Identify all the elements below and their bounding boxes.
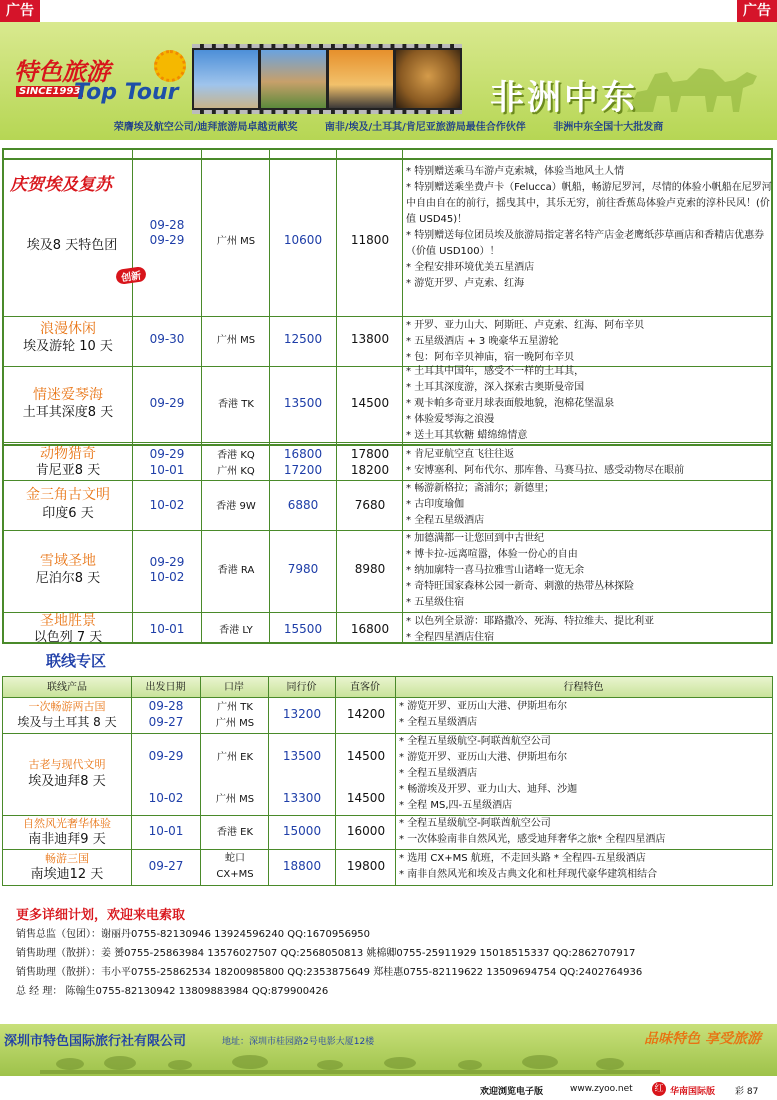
column-header: 口岸 <box>224 682 244 693</box>
contact-info <box>16 906 642 1001</box>
peer-price: 13200 <box>282 707 322 721</box>
peer-price: 15000 <box>282 824 322 838</box>
feature-item: * 全程五星级航空-阿联酋航空公司 <box>399 818 551 829</box>
company-name: 深圳市特色国际旅行社有限公司 <box>4 1034 187 1049</box>
departure-port: 香港 KQ <box>217 450 255 461</box>
feature-item: * 全程 MS,四-五星级酒店 <box>399 800 513 811</box>
peer-price: 16800 <box>283 447 323 461</box>
tour-name[interactable]: 埃及迪拜8 天 <box>28 774 106 789</box>
feature-item: * 纳加廓特一喜马拉雅雪山诸峰一览无余 <box>406 565 585 576</box>
tour-highlight: 圣地胜景 <box>40 613 96 629</box>
departure-port: 香港 TK <box>218 399 254 410</box>
tagline-item: 荣膺埃及航空公司/迪拜旅游局卓越贡献奖 <box>113 122 298 133</box>
photo-burj-tower <box>194 50 258 108</box>
tour-highlight: 浪漫休闲 <box>40 321 96 337</box>
feature-item: * 游览开罗、亚历山大港、伊斯坦布尔 <box>399 752 568 763</box>
departure-port: 广州 MS <box>215 794 255 805</box>
departure-port: 广州 MS <box>216 236 256 247</box>
feature-item: * 博卡拉-远离喧嚣，体验一份心的自由 <box>406 549 578 560</box>
departure-date: 10-01 <box>149 463 185 477</box>
column-header: 同行价 <box>286 682 317 693</box>
company-address: 地址：深圳市桂园路2号电影大厦12楼 <box>222 1037 375 1047</box>
peer-price: 12500 <box>283 332 323 346</box>
itinerary-features <box>406 364 614 444</box>
feature-item: * 观卡帕多奇亚月球表面般地貌，泡棉花堡温泉 <box>406 398 615 409</box>
itinerary-features <box>406 614 654 646</box>
feature-item: * 五星级住宿 <box>406 597 465 608</box>
departure-date: 10-02 <box>148 791 184 805</box>
departure-port: 香港 EK <box>216 827 254 838</box>
feature-item: * 游览开罗、卢克索、红海 <box>406 278 525 289</box>
photo-lion <box>396 50 460 108</box>
feature-item: * 以色列全景游：耶路撒冷、死海、特拉维夫、提比利亚 <box>406 616 655 627</box>
departure-date: 09-28 <box>148 699 184 713</box>
departure-port: 广州 KQ <box>217 466 255 477</box>
photo-mosque-sunset <box>329 50 393 108</box>
contact-line: 总 经 理： 陈翰生0755-82130942 13809883984 QQ:879900426 <box>16 986 329 997</box>
departure-date: 10-01 <box>149 622 185 636</box>
tour-name[interactable]: 南埃迪12 天 <box>30 867 104 882</box>
itinerary-features <box>406 447 684 479</box>
peer-price: 7980 <box>287 562 319 576</box>
departure-date: 09-29 <box>149 447 185 461</box>
departure-port: 广州 MS <box>216 335 256 346</box>
red-badge-icon: 红 <box>652 1082 666 1096</box>
feature-item: * 全程五星级酒店 <box>399 768 478 779</box>
promo-title: 庆贺埃及复苏 <box>10 175 112 195</box>
tour-highlight: 一次畅游两古国 <box>28 700 106 713</box>
feature-item: * 奇特旺国家森林公园一新奇、刺激的热带丛林探险 <box>406 581 635 592</box>
departure-date: 09-27 <box>148 859 184 873</box>
feature-item: * 体验爱琴海之浪漫 <box>406 414 495 425</box>
retail-price: 14500 <box>346 749 386 763</box>
tour-name[interactable]: 埃及8 天特色团 <box>26 238 118 253</box>
retail-price: 18200 <box>350 463 390 477</box>
peer-price: 6880 <box>287 498 319 512</box>
itinerary-features <box>406 164 772 292</box>
retail-price: 14500 <box>346 791 386 805</box>
edition-label: 华南国际版 <box>670 1087 716 1097</box>
tour-highlight: 畅游三国 <box>45 852 89 865</box>
footer-slogan: 品味特色 享受旅游 <box>644 1031 761 1047</box>
peer-price: 13500 <box>283 396 323 410</box>
retail-price: 16000 <box>346 824 386 838</box>
feature-item: * 一次体验南非自然风光，感受迪拜奢华之旅* 全程四星酒店 <box>399 834 666 845</box>
retail-price: 19800 <box>346 859 386 873</box>
ad-label-left: 广告 <box>0 0 40 22</box>
feature-item: * 古印度瑜伽 <box>406 499 465 510</box>
feature-item: * 特别赠送乘坐费卢卡（Felucca）帆船，畅游尼罗河，尽情的体验小帆船在尼罗河中自由自在的前行，摇曳其中，其乐无穷，前往香蕉岛体验卢克索的淳朴民风！(价值 USD45)！ <box>406 182 772 225</box>
retail-price: 8980 <box>354 562 386 576</box>
departure-date: 09-29 <box>149 396 185 410</box>
column-header: 出发日期 <box>145 682 186 693</box>
column-header: 联线产品 <box>47 682 87 693</box>
contact-line: 销售总监（包团）：谢丽丹0755-82130946 13924596240 QQ:1670956950 <box>16 929 371 940</box>
tagline-item: 南非/埃及/土耳其/肯尼亚旅游局最佳合作伙伴 <box>324 122 526 133</box>
feature-item: * 畅游新格拉；斋浦尔；新德里； <box>406 483 555 494</box>
tour-name[interactable]: 土耳其深度8 天 <box>22 405 114 420</box>
itinerary-features <box>399 816 665 848</box>
departure-port: 广州 MS <box>215 718 255 729</box>
tour-name[interactable]: 埃及游轮 10 天 <box>23 339 113 354</box>
retail-price: 17800 <box>350 447 390 461</box>
feature-item: * 加德满都一让您回到中古世纪 <box>406 533 545 544</box>
departure-port: CX+MS <box>216 869 254 880</box>
departure-date: 10-02 <box>149 498 185 512</box>
sun-icon <box>154 50 186 82</box>
retail-price: 14200 <box>346 707 386 721</box>
tour-highlight: 动物猎奇 <box>40 446 96 462</box>
peer-price: 17200 <box>283 463 323 477</box>
itinerary-features <box>399 851 657 883</box>
photo-filmstrip <box>192 44 462 114</box>
feature-item: * 南非自然风光和埃及古典文化和杜拜现代豪华建筑相结合 <box>399 869 658 880</box>
itinerary-features <box>399 699 567 731</box>
feature-item: * 特别赠送每位团员埃及旅游局指定著名特产店金老鹰纸莎草画店和香精店优惠券（价值 USD100）！ <box>406 230 765 257</box>
peer-price: 13500 <box>282 749 322 763</box>
feature-item: * 土耳其中国年，感受不一样的土耳其， <box>406 366 585 377</box>
website-link[interactable]: www.zyoo.net <box>570 1084 633 1094</box>
tour-highlight: 古老与现代文明 <box>28 758 106 771</box>
itinerary-features <box>406 531 634 611</box>
feature-item: * 特别赠送乘马车游卢克索城，体验当地风土人情 <box>406 166 625 177</box>
feature-item: * 肯尼亚航空直飞往往返 <box>406 449 515 460</box>
departure-date: 10-02 <box>149 570 185 584</box>
feature-item: * 全程安排环境优美五星酒店 <box>406 262 535 273</box>
tour-table <box>2 148 773 644</box>
tour-name[interactable]: 印度6 天 <box>42 506 94 521</box>
contact-line: 销售助理（散拼）：韦小平0755-25862534 18200985800 QQ:2353875649 郑桂惠0755-82119622 13509694754 QQ:2402764936 <box>16 967 643 978</box>
itinerary-features <box>406 481 554 529</box>
welcome-text: 欢迎浏览电子版 <box>480 1087 544 1097</box>
tour-highlight: 情迷爱琴海 <box>33 387 103 403</box>
new-badge: 创新 <box>115 266 147 285</box>
photo-resort <box>261 50 325 108</box>
peer-price: 18800 <box>282 859 322 873</box>
wildlife-silhouette-icon <box>40 1046 660 1074</box>
tour-name[interactable]: 南非迪拜9 天 <box>28 832 106 847</box>
departure-date: 09-29 <box>149 555 185 569</box>
tour-name[interactable]: 肯尼亚8 天 <box>35 463 101 478</box>
footer-banner <box>0 1024 777 1076</box>
departure-port: 广州 EK <box>216 752 254 763</box>
feature-item: * 包：阿布辛贝神庙，宿一晚阿布辛贝 <box>406 352 575 363</box>
feature-item: * 全程四星酒店住宿 <box>406 632 495 643</box>
peer-price: 13300 <box>282 791 322 805</box>
departure-port: 香港 RA <box>217 565 255 576</box>
feature-item: * 五星级酒店 + 3 晚豪华五星游轮 <box>406 336 559 347</box>
tour-highlight: 雪域圣地 <box>40 553 96 569</box>
region-title: 非洲中东 <box>490 78 638 118</box>
brand-since: SINCE1993 <box>16 86 83 97</box>
departure-port: 蛇口 <box>225 853 245 864</box>
feature-item: * 畅游埃及开罗、亚力山大、迪拜、沙迦 <box>399 784 578 795</box>
header-banner <box>0 22 777 140</box>
peer-price: 10600 <box>283 233 323 247</box>
feature-item: * 全程五星级酒店 <box>399 717 478 728</box>
ad-label-right: 广告 <box>737 0 777 22</box>
feature-item: * 全程五星级酒店 <box>406 515 485 526</box>
feature-item: * 游览开罗、亚历山大港、伊斯坦布尔 <box>399 701 568 712</box>
section-title: 联线专区 <box>46 652 107 670</box>
tour-name[interactable]: 以色列 7 天 <box>33 630 103 645</box>
tour-highlight: 金三角古文明 <box>26 487 110 503</box>
departure-date: 09-29 <box>149 233 185 247</box>
feature-item: * 选用 CX+MS 航班，不走回头路 * 全程四-五星级酒店 <box>399 853 646 864</box>
feature-item: * 送土耳其软糖 蜡绵绵情意 <box>406 430 528 441</box>
departure-port: 广州 TK <box>217 702 253 713</box>
feature-item: * 土耳其深度游，深入探索古奥斯曼帝国 <box>406 382 585 393</box>
retail-price: 14500 <box>350 396 390 410</box>
more-info-title: 更多详细计划，欢迎来电索取 <box>16 908 186 923</box>
page-footer <box>0 1082 777 1100</box>
retail-price: 13800 <box>350 332 390 346</box>
itinerary-features <box>406 318 644 366</box>
camel-icon <box>617 52 767 122</box>
column-header: 行程特色 <box>563 682 604 693</box>
departure-date: 10-01 <box>148 824 184 838</box>
tour-name[interactable]: 尼泊尔8 天 <box>35 571 101 586</box>
feature-item: * 安博塞利、阿布代尔、那库鲁、马赛马拉、感受动物尽在眼前 <box>406 465 685 476</box>
departure-port: 香港 LY <box>219 625 253 636</box>
feature-item: * 全程五星级航空-阿联酋航空公司 <box>399 736 551 747</box>
column-header: 直客价 <box>350 682 380 693</box>
combo-tour-table <box>2 676 773 886</box>
tour-highlight: 自然风光奢华体验 <box>23 817 111 830</box>
page-number: 彩 87 <box>735 1087 759 1097</box>
brand-name-cn: 特色旅游 <box>14 58 110 86</box>
peer-price: 15500 <box>283 622 323 636</box>
departure-port: 香港 9W <box>216 501 256 512</box>
departure-date: 09-29 <box>148 749 184 763</box>
retail-price: 11800 <box>350 233 390 247</box>
tagline-item: 非洲中东全国十大批发商 <box>553 122 664 133</box>
retail-price: 7680 <box>354 498 386 512</box>
tagline <box>0 118 777 133</box>
feature-item: * 开罗、亚力山大、阿斯旺、卢克索、红海、阿布辛贝 <box>406 320 645 331</box>
departure-date: 09-27 <box>148 715 184 729</box>
departure-date: 09-30 <box>149 332 185 346</box>
tour-name[interactable]: 埃及与土耳其 8 天 <box>17 715 117 729</box>
itinerary-features <box>399 734 577 814</box>
retail-price: 16800 <box>350 622 390 636</box>
brand-name-en: Top Tour <box>74 80 179 105</box>
brand-logo[interactable] <box>12 52 182 122</box>
departure-date: 09-28 <box>149 218 185 232</box>
contact-line: 销售助理（散拼）：姜 赟0755-25863984 13576027507 QQ:2568050813 姚棉卿0755-25911929 15018515337 QQ:2862707917 <box>16 948 636 959</box>
